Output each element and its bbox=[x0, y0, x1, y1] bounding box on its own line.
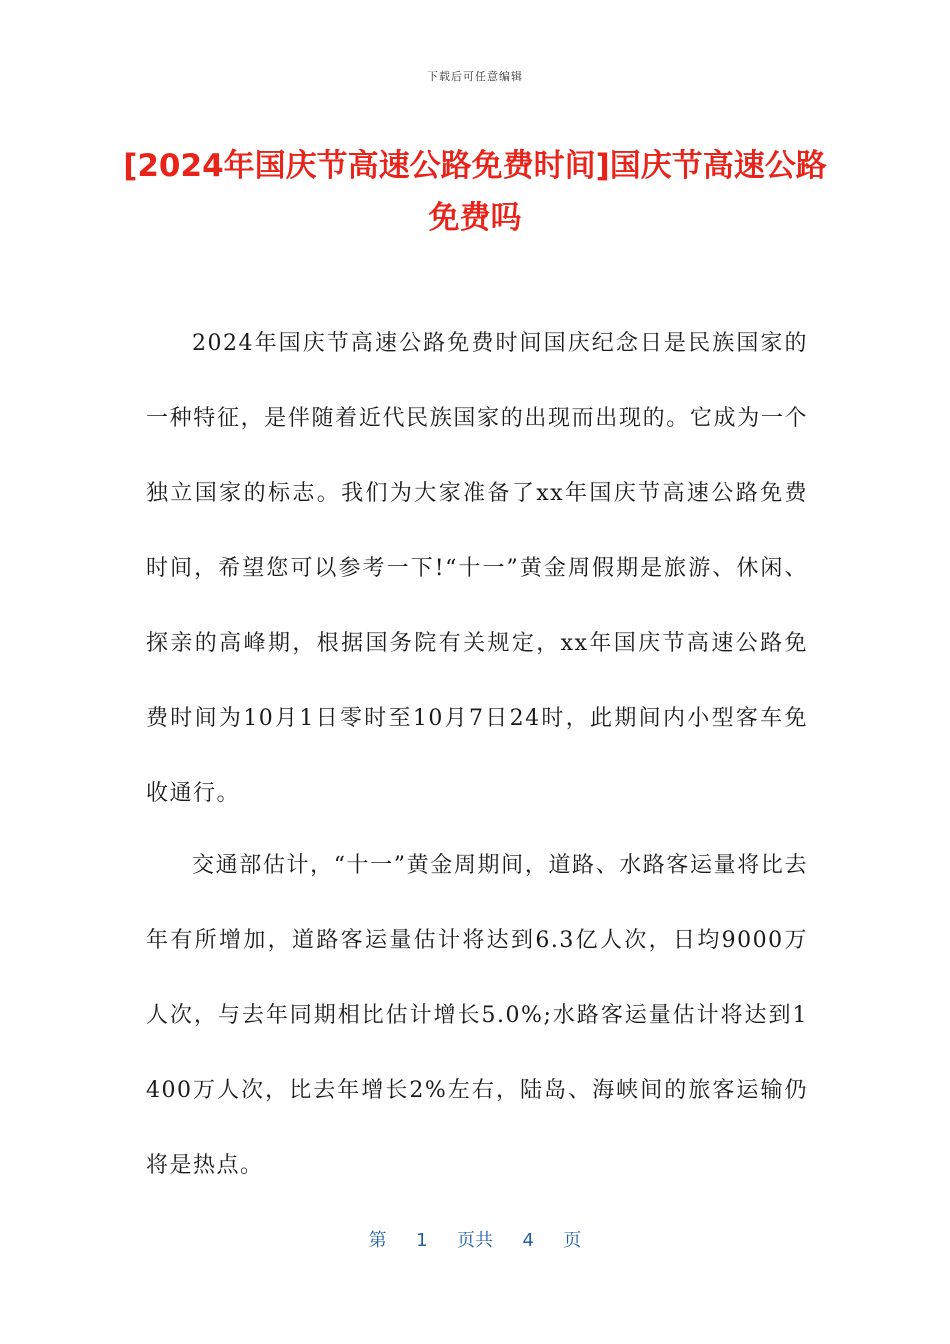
document-title: [2024年国庆节高速公路免费时间]国庆节高速公路免费吗 bbox=[123, 148, 827, 236]
page-footer bbox=[0, 1226, 950, 1252]
footer-current-page: 1 bbox=[416, 1230, 428, 1251]
paragraph-2: 交通部估计，“十一”黄金周期间，道路、水路客运量将比去年有所增加，道路客运量估计将达到6.3亿人次，日均9000万人次，与去年同期相比估计增长5.0%;水路客运量估计将达到1400万人次，比去年增长2%左右，陆岛、海峡间的旅客运输仍将是热点。 bbox=[146, 853, 808, 1178]
footer-label-end: 页 bbox=[563, 1230, 582, 1251]
header-note: 下载后可任意编辑 bbox=[427, 70, 523, 83]
footer-label-of: 页共 bbox=[457, 1230, 493, 1251]
footer-label-page: 第 bbox=[368, 1230, 387, 1251]
paragraph-1: 2024年国庆节高速公路免费时间国庆纪念日是民族国家的一种特征，是伴随着近代民族国家的出现而出现的。它成为一个独立国家的标志。我们为大家准备了xx年国庆节高速公路免费时间，希望您可以参考一下!“十一”黄金周假期是旅游、休闲、探亲的高峰期，根据国务院有关规定，xx年国庆节高速公路免费时间为10月1日零时至10月7日24时，此期间内小型客车免收通行。 bbox=[146, 331, 808, 806]
footer-total-pages: 4 bbox=[522, 1230, 534, 1251]
